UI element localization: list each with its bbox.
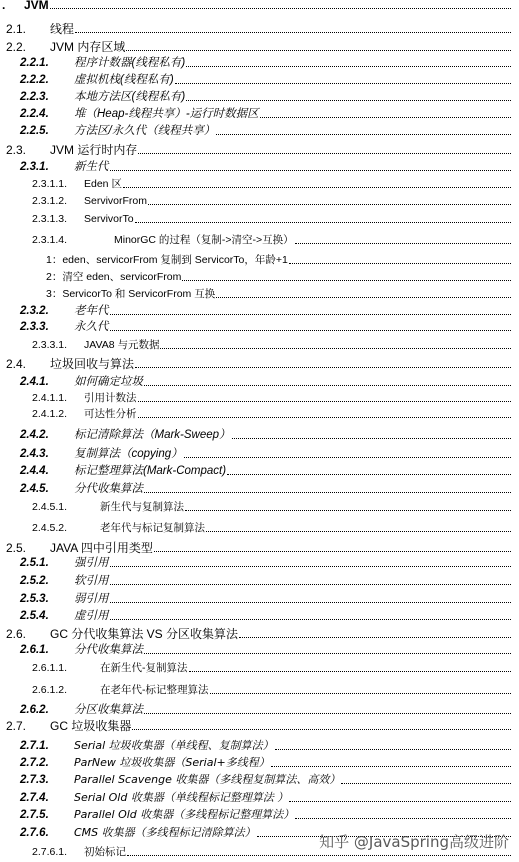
toc-entry-number: 2.2.2. xyxy=(20,74,49,86)
toc-entry-number: 2.7.3. xyxy=(20,774,49,786)
toc-entry-title: 程序计数器(线程私有) xyxy=(74,57,186,69)
toc-entry-number: 2.7. xyxy=(6,719,27,733)
toc-entry[interactable] xyxy=(0,519,519,535)
toc-entry[interactable] xyxy=(0,625,519,641)
toc-entry-number: 2.2.5. xyxy=(20,125,49,137)
toc-entry[interactable] xyxy=(0,462,519,478)
toc-entry[interactable] xyxy=(0,210,519,226)
toc-entry-number: 2.4.2. xyxy=(20,429,49,441)
toc-entry-title: 虚引用 xyxy=(74,610,109,622)
dot-leader xyxy=(216,134,511,135)
toc-entry-number: 2.7.6. xyxy=(20,827,49,839)
toc-entry-number: 2.1. xyxy=(6,22,27,36)
toc-entry[interactable] xyxy=(0,539,519,555)
toc-entry-number: 2.5. xyxy=(6,541,27,555)
toc-entry-number: 2.5.2. xyxy=(20,575,49,587)
toc-entry-title: 弱引用 xyxy=(74,593,109,605)
toc-entry[interactable] xyxy=(0,355,519,371)
toc-entry-number: 2.3.1.4. xyxy=(32,234,68,246)
toc-entry-title: 引用计数法 xyxy=(84,392,137,404)
toc-entry-title: 本地方法区(线程私有) xyxy=(74,91,186,103)
toc-entry[interactable] xyxy=(0,268,519,284)
toc-entry[interactable] xyxy=(0,231,519,247)
dot-leader xyxy=(138,417,512,418)
dot-leader xyxy=(216,297,511,298)
dot-leader xyxy=(232,438,511,439)
toc-entry[interactable] xyxy=(0,737,519,753)
toc-entry-title: 强引用 xyxy=(74,557,109,569)
dot-leader xyxy=(289,263,511,264)
dot-leader xyxy=(239,637,511,638)
toc-entry-number: 2.3.1.2. xyxy=(32,195,68,207)
dot-leader xyxy=(144,653,511,654)
toc-entry[interactable] xyxy=(0,659,519,675)
toc-entry-title: 虚拟机栈(线程私有) xyxy=(74,74,174,86)
toc-entry[interactable] xyxy=(0,389,519,405)
toc-entry-title: 方法区/永久代（线程共享） xyxy=(74,125,216,137)
dot-leader xyxy=(50,8,511,9)
dot-leader xyxy=(110,584,512,585)
toc-entry-title: JVM 运行时内存 xyxy=(50,143,138,157)
toc-entry-title: 老年代与标记复制算法 xyxy=(100,522,205,534)
dot-leader xyxy=(144,492,511,493)
toc-entry[interactable] xyxy=(0,71,519,87)
toc-entry-title: GC 垃圾收集器 xyxy=(50,719,132,733)
dot-leader xyxy=(271,766,511,767)
toc-entry-title: ServivorTo xyxy=(84,213,134,225)
dot-leader xyxy=(186,66,511,67)
toc-entry-number: 2.2.3. xyxy=(20,91,49,103)
toc-entry[interactable] xyxy=(0,480,519,496)
toc-entry-number: 2.7.5. xyxy=(20,809,49,821)
dot-leader xyxy=(138,401,512,402)
toc-entry-title: JAVA 四中引用类型 xyxy=(50,541,153,555)
dot-leader xyxy=(182,280,511,281)
toc-entry-title: ServicorTo 和 ServicorFrom 互换 xyxy=(62,288,216,300)
toc-entry-number: 2.7.4. xyxy=(20,792,49,804)
toc-entry[interactable] xyxy=(0,285,519,301)
toc-entry-title: 垃圾回收与算法 xyxy=(50,357,135,371)
toc-entry[interactable] xyxy=(0,789,519,805)
toc-entry[interactable] xyxy=(0,572,519,588)
toc-entry-number: 2.3.3. xyxy=(20,321,49,333)
toc-entry-title: JVM 内存区域 xyxy=(50,40,126,54)
dot-leader xyxy=(186,100,511,101)
toc-entry-number: 2.5.1. xyxy=(20,557,49,569)
dot-leader xyxy=(126,50,511,51)
dot-leader xyxy=(110,602,512,603)
dot-leader xyxy=(275,749,511,750)
toc-entry-number: 2.4.5. xyxy=(20,483,49,495)
toc-entry-title: 复制算法（copying） xyxy=(74,448,183,460)
toc-entry-title: JAVA8 与元数据 xyxy=(84,339,160,351)
toc-entry-number: 2.3. xyxy=(6,143,27,157)
toc-entry-number: . xyxy=(2,0,6,12)
toc-entry-number: 2.4.5.2. xyxy=(32,522,68,534)
toc-entry[interactable] xyxy=(0,122,519,138)
dot-leader xyxy=(132,729,511,730)
dot-leader xyxy=(144,713,511,714)
toc-entry-number: 2.2.4. xyxy=(20,108,49,120)
toc-entry-number: 2.3.1.1. xyxy=(32,178,68,190)
toc-entry-number: 3： xyxy=(46,288,63,300)
toc-entry[interactable] xyxy=(0,754,519,770)
toc-entry[interactable] xyxy=(0,175,519,191)
toc-entry[interactable] xyxy=(0,498,519,514)
toc-entry-title: 新生代 xyxy=(74,161,109,173)
toc-entry-title: 新生代与复制算法 xyxy=(100,501,184,513)
dot-leader xyxy=(189,671,512,672)
dot-leader xyxy=(185,510,511,511)
toc-entry-title: ServivorFrom xyxy=(84,195,148,207)
toc-entry-title: 可达性分析 xyxy=(84,408,137,420)
dot-leader xyxy=(110,170,512,171)
toc-entry-number: 2.3.1. xyxy=(20,161,49,173)
toc-entry-title: 标记清除算法（Mark-Sweep） xyxy=(74,429,231,441)
watermark: 知乎 @JavaSpring高级进阶 xyxy=(319,833,509,851)
toc-entry-number: 2.4.3. xyxy=(20,448,49,460)
toc-entry[interactable] xyxy=(0,405,519,421)
toc-entry-title: 标记整理算法(Mark-Compact) xyxy=(74,465,227,477)
toc-entry[interactable] xyxy=(0,554,519,570)
toc-entry[interactable] xyxy=(0,141,519,157)
dot-leader xyxy=(148,204,511,205)
toc-entry[interactable] xyxy=(0,590,519,606)
toc-entry-title: Eden 区 xyxy=(84,178,122,190)
dot-leader xyxy=(295,243,511,244)
dot-leader xyxy=(341,783,511,784)
toc-entry[interactable] xyxy=(0,20,519,36)
toc-entry-title: CMS 收集器（多线程标记清除算法） xyxy=(74,826,256,839)
toc-entry-number: 2.6. xyxy=(6,627,27,641)
toc-entry-number: 2.4.1.2. xyxy=(32,408,68,420)
toc-entry-number: 2.3.3.1. xyxy=(32,339,68,351)
toc-entry-number: 2.4.5.1. xyxy=(32,501,68,513)
toc-entry[interactable] xyxy=(0,158,519,174)
dot-leader xyxy=(135,367,511,368)
toc-entry-title: 清空 eden、servicorFrom xyxy=(62,271,182,283)
dot-leader xyxy=(210,693,512,694)
toc-entry[interactable] xyxy=(0,88,519,104)
toc-entry-number: 2.4.4. xyxy=(20,465,49,477)
toc-entry-number: 2.7.1. xyxy=(20,740,49,752)
toc-entry-number: 1： xyxy=(46,254,63,266)
toc-entry[interactable] xyxy=(0,302,519,318)
toc-entry[interactable] xyxy=(0,192,519,208)
toc-entry-title: 分代收集算法 xyxy=(74,644,143,656)
toc-entry[interactable] xyxy=(0,681,519,697)
dot-leader xyxy=(123,187,511,188)
toc-entry-title: 在新生代-复制算法 xyxy=(100,662,188,674)
toc-entry-number: 2.2. xyxy=(6,40,27,54)
dot-leader xyxy=(144,385,511,386)
dot-leader xyxy=(135,222,511,223)
toc-entry-title: GC 分代收集算法 VS 分区收集算法 xyxy=(50,627,239,641)
toc-entry-number: 2.7.6.1. xyxy=(32,846,68,858)
toc-entry-number: 2.3.1.3. xyxy=(32,213,68,225)
toc-entry-number: 2： xyxy=(46,271,63,283)
toc-entry[interactable] xyxy=(0,54,519,70)
dot-leader xyxy=(110,314,512,315)
toc-entry-title: JVM xyxy=(24,0,49,12)
toc-entry[interactable] xyxy=(0,445,519,461)
dot-leader xyxy=(110,619,512,620)
dot-leader xyxy=(227,474,511,475)
toc-entry[interactable] xyxy=(0,771,519,787)
toc-entry-title: 初始标记 xyxy=(84,846,126,858)
toc-entry-number: 2.2.1. xyxy=(20,57,49,69)
toc-entry[interactable] xyxy=(0,318,519,334)
toc-entry[interactable] xyxy=(0,373,519,389)
dot-leader xyxy=(75,32,511,33)
dot-leader xyxy=(110,566,512,567)
toc-entry-number: 2.6.1. xyxy=(20,644,49,656)
dot-leader xyxy=(206,531,511,532)
toc-entry[interactable] xyxy=(0,105,519,121)
toc-entry-title: eden、servicorFrom 复制到 ServicorTo，年龄+1 xyxy=(62,254,288,266)
toc-entry-number: 2.5.4. xyxy=(20,610,49,622)
dot-leader xyxy=(138,153,511,154)
toc-entry-number: 2.6.1.1. xyxy=(32,662,68,674)
dot-leader xyxy=(160,348,511,349)
toc-entry-title: Serial Old 收集器（单线程标记整理算法 ） xyxy=(74,791,289,804)
toc-entry[interactable] xyxy=(0,38,519,54)
dot-leader xyxy=(295,818,511,819)
toc-entry[interactable] xyxy=(0,717,519,733)
dot-leader xyxy=(184,457,511,458)
toc-entry-title: 老年代 xyxy=(74,305,109,317)
toc-entry-title: Parallel Old 收集器（多线程标记整理算法） xyxy=(74,808,295,821)
toc-entry-title: 分代收集算法 xyxy=(74,483,143,495)
toc-entry[interactable] xyxy=(0,336,519,352)
dot-leader xyxy=(175,83,511,84)
toc-entry[interactable] xyxy=(0,641,519,657)
dot-leader xyxy=(110,330,512,331)
toc-entry-number: 2.3.2. xyxy=(20,305,49,317)
toc-entry-title: 线程 xyxy=(50,22,75,36)
toc-entry-number: 2.6.2. xyxy=(20,704,49,716)
toc-entry-number: 2.4. xyxy=(6,357,27,371)
toc-entry[interactable] xyxy=(0,0,519,12)
toc-entry-title: 如何确定垃圾 xyxy=(74,376,143,388)
toc-entry[interactable] xyxy=(0,426,519,442)
toc-entry-title: ParNew 垃圾收集器（Serial+多线程） xyxy=(74,756,270,769)
toc-entry-number: 2.5.3. xyxy=(20,593,49,605)
dot-leader xyxy=(154,551,511,552)
dot-leader xyxy=(127,855,511,856)
toc-entry-title: 分区收集算法 xyxy=(74,704,143,716)
toc-entry[interactable] xyxy=(0,701,519,717)
toc-entry-title: 永久代 xyxy=(74,321,109,333)
toc-entry-title: 堆（Heap-线程共享）-运行时数据区 xyxy=(74,108,259,120)
toc-entry-number: 2.4.1.1. xyxy=(32,392,68,404)
dot-leader xyxy=(289,801,511,802)
toc-entry-number: 2.6.1.2. xyxy=(32,684,68,696)
toc-entry[interactable] xyxy=(0,251,519,267)
toc-entry-number: 2.7.2. xyxy=(20,757,49,769)
toc-entry[interactable] xyxy=(0,806,519,822)
toc-entry-title: MinorGC 的过程（复制->清空->互换） xyxy=(114,234,294,246)
toc-entry-title: 在老年代-标记整理算法 xyxy=(100,684,209,696)
toc-entry-title: Serial 垃圾收集器（单线程、复制算法） xyxy=(74,739,274,752)
dot-leader xyxy=(260,117,511,118)
toc-entry[interactable] xyxy=(0,607,519,623)
toc-entry-title: Parallel Scavenge 收集器（多线程复制算法、高效） xyxy=(74,773,341,786)
toc-entry-title: 软引用 xyxy=(74,575,109,587)
toc-entry-number: 2.4.1. xyxy=(20,376,49,388)
